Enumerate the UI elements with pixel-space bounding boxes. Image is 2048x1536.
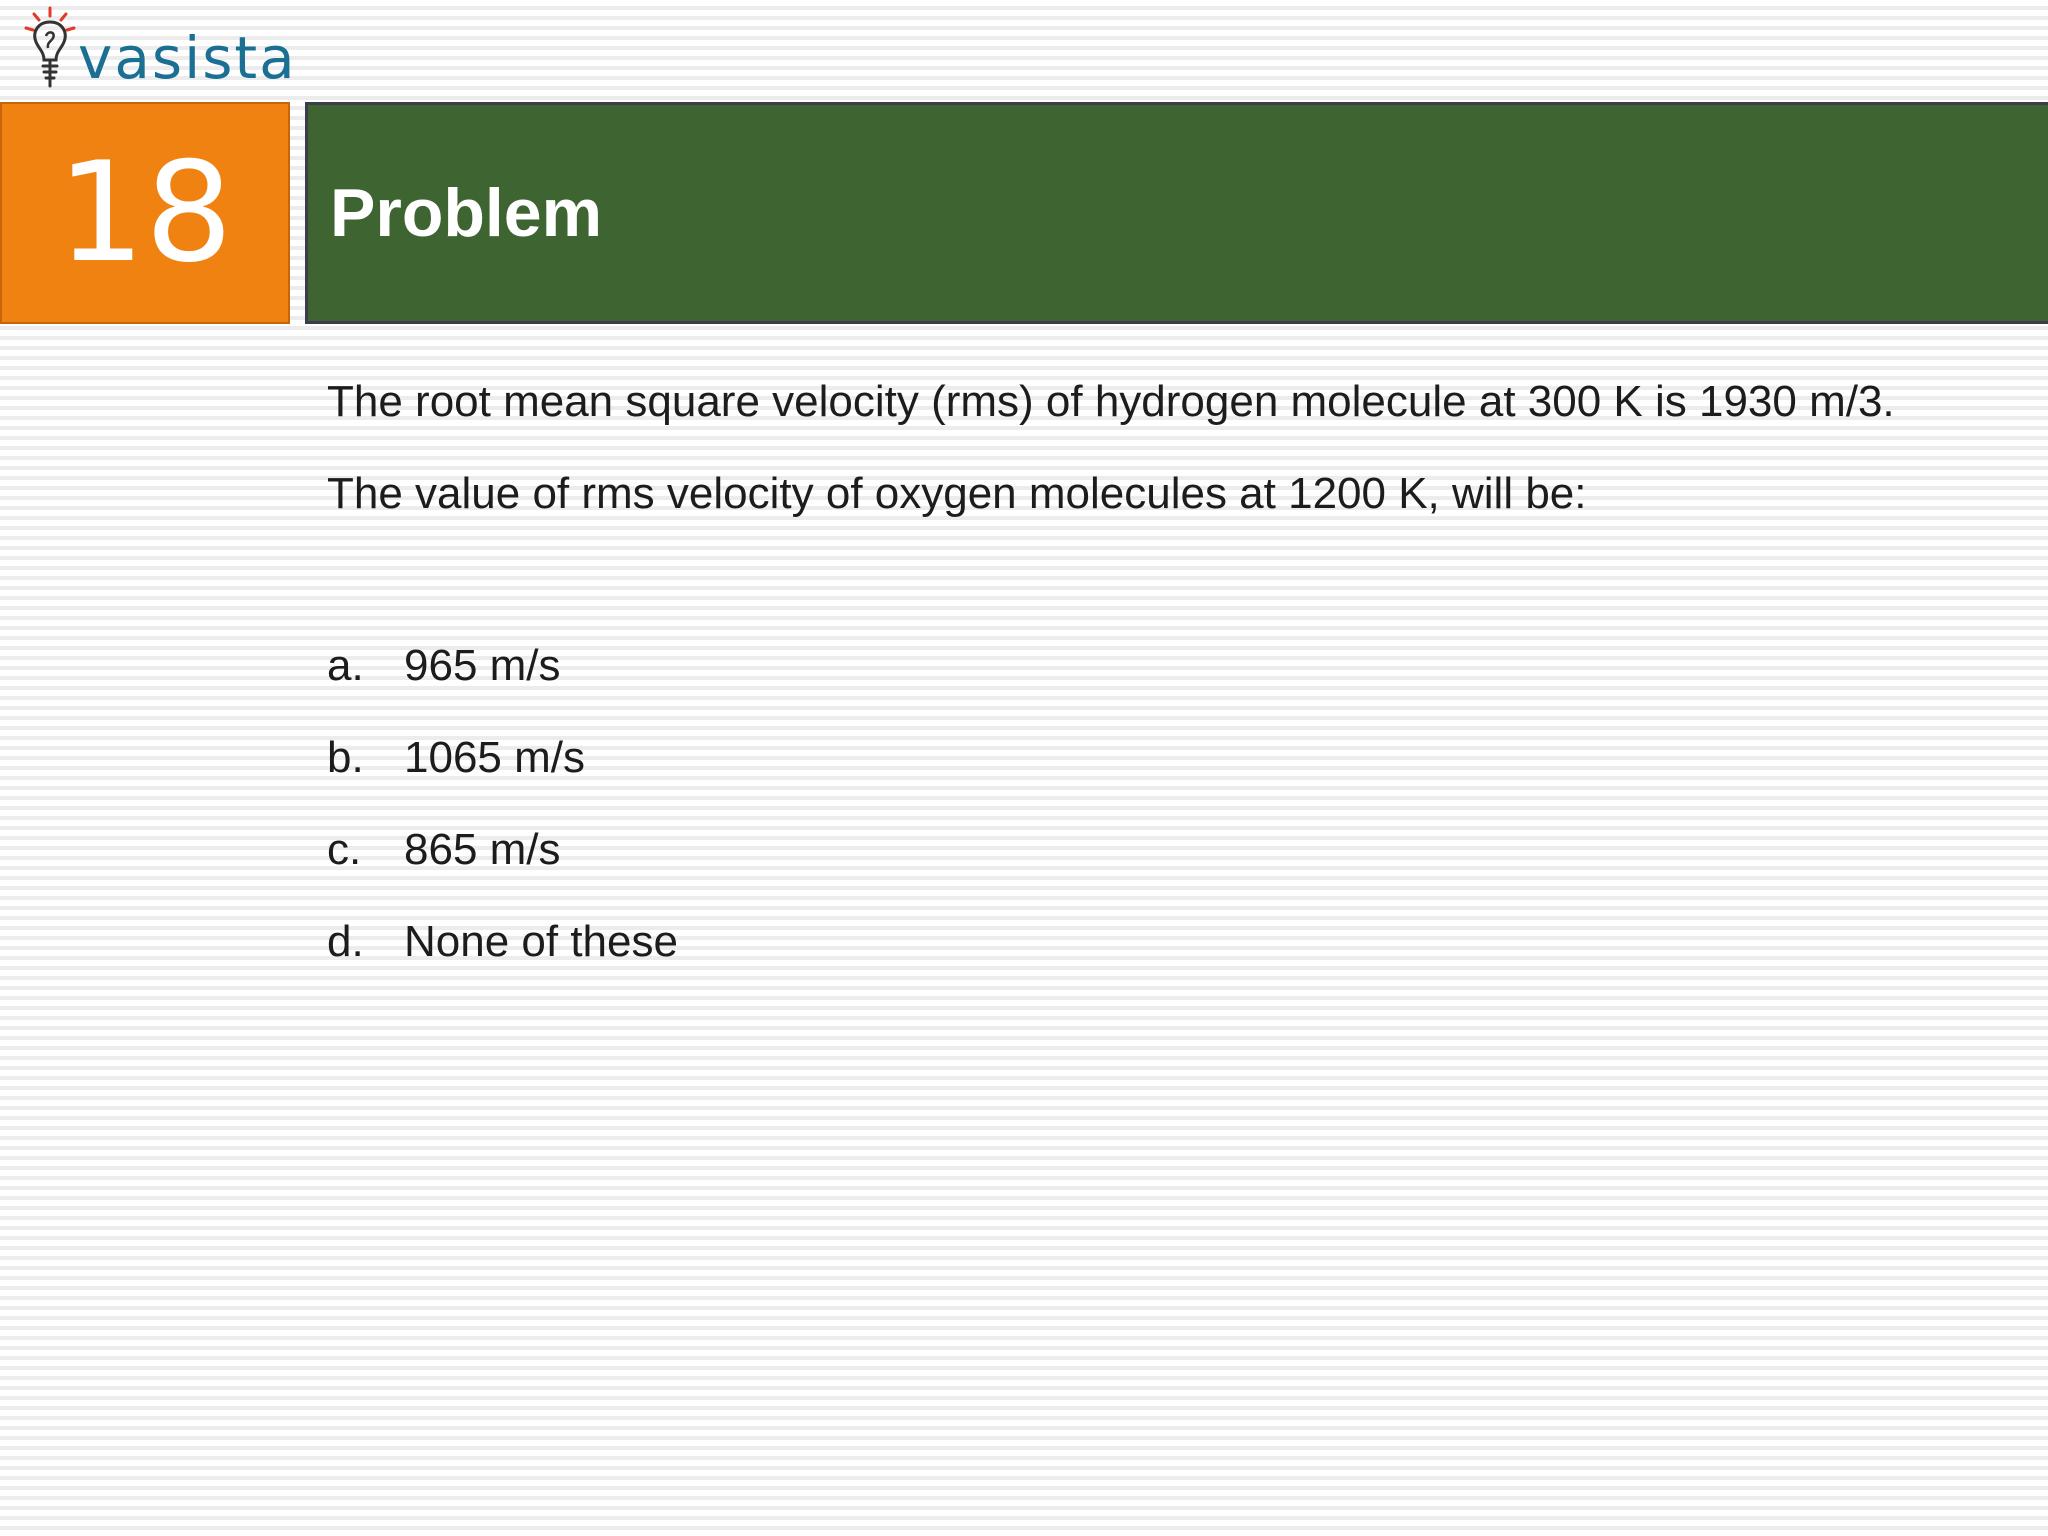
title-bar	[305, 102, 2048, 324]
option-a	[327, 620, 678, 712]
question-text	[327, 356, 2027, 540]
vasista-logo	[20, 4, 297, 96]
lightbulb-icon	[20, 4, 84, 94]
option-letter: b.	[327, 733, 364, 782]
option-text: 965 m/s	[404, 641, 561, 690]
option-letter: a.	[327, 641, 364, 690]
option-b	[327, 712, 678, 804]
option-c	[327, 804, 678, 896]
question-line-2: The value of rms velocity of oxygen molecules at 1200 K, will be:	[327, 469, 1587, 518]
option-text: 865 m/s	[404, 825, 561, 874]
slide-title: Problem	[330, 175, 603, 251]
option-text: 1065 m/s	[404, 733, 585, 782]
option-d	[327, 896, 678, 988]
logo-text: vasista	[78, 24, 297, 92]
question-line-1: The root mean square velocity (rms) of hydrogen molecule at 300 K is 1930 m/3.	[327, 377, 1895, 426]
answer-options	[327, 620, 678, 988]
slide-number: 18	[0, 102, 290, 324]
option-letter: c.	[327, 825, 362, 874]
option-text: None of these	[404, 917, 678, 966]
option-letter: d.	[327, 917, 364, 966]
